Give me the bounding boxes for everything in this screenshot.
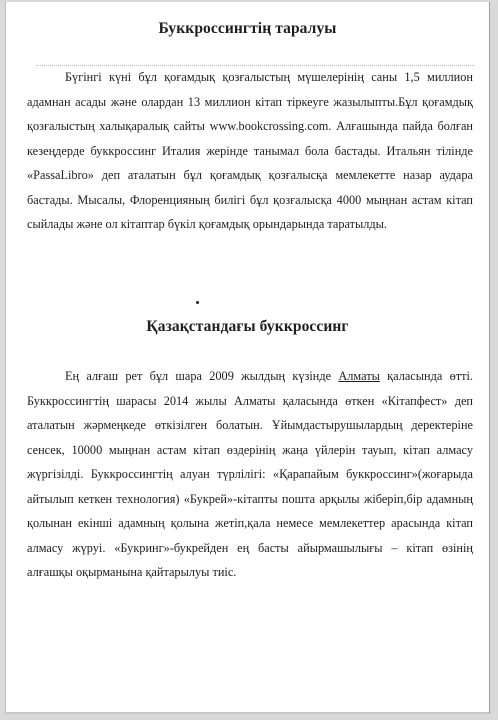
document-page — [5, 2, 490, 714]
paragraph-kazakhstan — [27, 364, 473, 585]
paragraph-text-rest: қаласында өтті. Буккроссингтің шарасы 2014 жылы Алматы қаласында өткен «Кітапфест» деп аталатын жәрмеңкеде өткізілген болатын. Ұйымдастырушылардың деректеріне сенсек, 10000 мыңнан астам кітап өздерінің жаңа үйлерін тауып, кітап алмасу жүргізілді. Буккроссингтің алуан түрлілігі: «Қарапайым буккроссинг»(жоғарыда айтылып кеткен технология) «Букрей»-кітапты пошта арқылы жіберіп,бір адамның қолынан екінші адамның қолына жетіп,қала немесе мемлекеттер арасында кітап алмасу жүруі. «Букринг»-букрейден ең басты айырмашылығы – кітап өзінің алғашқы оқырманына қайтарылуы тиіс. — [27, 369, 473, 579]
almaty-link[interactable]: Алматы — [338, 369, 380, 383]
scan-speck — [196, 301, 199, 304]
section-heading-spread: Буккроссингтің таралуы — [158, 20, 337, 37]
section-heading-kazakhstan: Қазақстандағы буккроссинг — [146, 318, 349, 335]
page-bottom-edge — [6, 712, 489, 714]
paragraph-spread: Бүгінгі күні бұл қоғамдық қозғалыстың мүшелерінің саны 1,5 миллион адамнан асады және олардан 13 миллион кітап тіркеуге жазылыпты.Бұл қоғамдық қозғалыстың халықаралық сайты www.bookcrossing.com. Алғашында пайда болған кезеңдерде буккроссинг Италия жерінде танымал бола бастады. Итальян тілінде «PassaLibro» деп аталатын бұл қоғамдық қозғалысқа мемлекетте назар аудара бастады. Мысалы, Флоренцияның билігі бұл қозғалысқа 4000 мыңнан астам кітап сыйлады және ол кітаптар бүкіл қоғамдық орындарында таратылды. — [27, 70, 473, 231]
paragraph-text-start: Ең алғаш рет бұл шара 2009 жылдың күзінде — [65, 369, 339, 383]
